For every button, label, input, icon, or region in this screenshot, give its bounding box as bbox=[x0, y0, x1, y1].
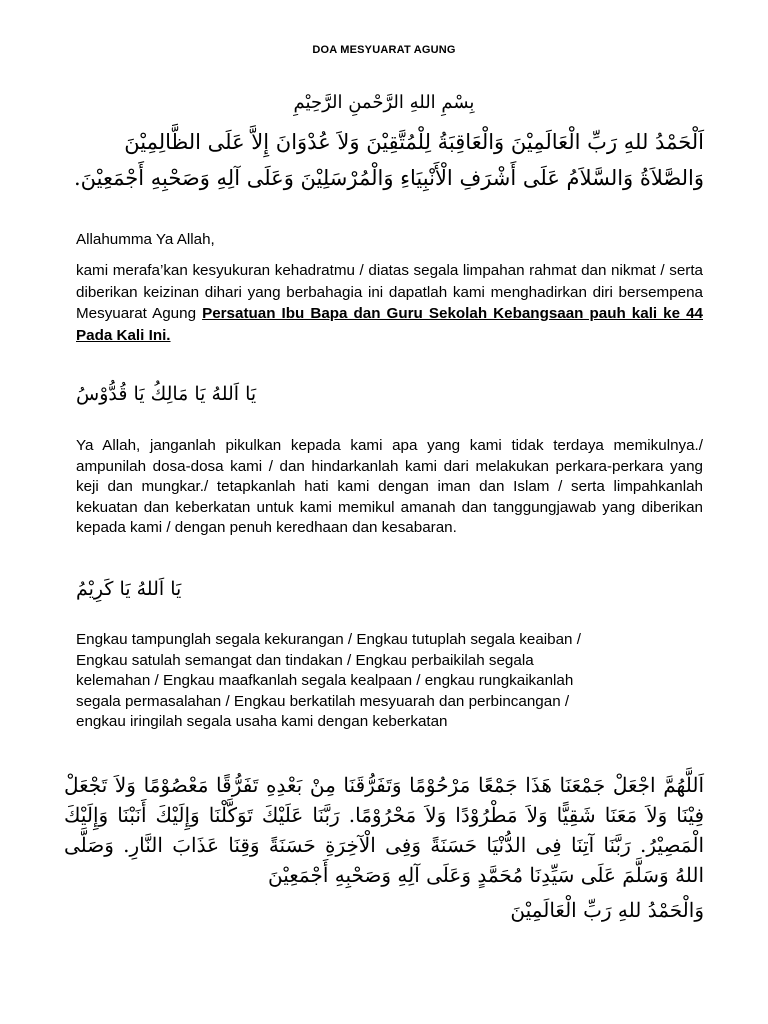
salutation-line: Allahumma Ya Allah, bbox=[76, 231, 215, 248]
petition-line: Engkau tampunglah segala kekurangan / Engkau tutuplah segala keaiban / bbox=[76, 631, 581, 648]
closing-arabic-prayer: اَللَّهُمَّ اجْعَلْ جَمْعَنَا هَذَا جَمْعًا مَرْحُوْمًا وَتَفَرُّقَنَا مِنْ بَعْدِهِ تَفَرُّقًا مَعْصُوْمًا وَلاَ تَجْعَلْ فِيْنَا وَلاَ مَعَنَا شَقِيًّا وَلاَ مَطْرُوْدًا وَلاَ مَحْرُوْمًا. رَبَّنَا عَلَيْكَ تَوَكَّلْنَا وَإِلَيْكَ أَنَبْنَا وَإِلَيْكَ الْمَصِيْرُ. رَبَّنَا آتِنَا فِى الدُّنْيَا حَسَنَةً وَفِى الْآخِرَةِ حَسَنَةً وَقِنَا عَذَابَ النَّارِ. وَصَلَّى اللهُ وَسَلَّمَ عَلَى سَيِّدِنَا مُحَمَّدٍ وَعَلَى آلِهِ وَصَحْبِهِ أَجْمَعِيْنَ bbox=[64, 773, 704, 887]
final-hamdalah: وَالْحَمْدُ للهِ رَبِّ الْعَالَمِيْنَ bbox=[510, 898, 704, 922]
paragraph-gratitude bbox=[76, 260, 703, 346]
paragraph-gratitude-text: kami merafa’kan kesyukuran kehadratmu / diatas segala limpahan rahmat dan nikmat / serta diberikan keizinan dihari yang berbahagia ini dapatlah kami menghadirkan diri bersempena Mesyuarat Agung bbox=[76, 262, 703, 322]
invocation-ya-karim: يَا اَللهُ يَا كَرِيْمُ bbox=[76, 578, 182, 600]
paragraph-supplication: Ya Allah, janganlah pikulkan kepada kami apa yang kami tidak terdaya memikulnya./ ampunilah dosa-dosa kami / dan hindarkanlah kami dari melakukan perkara-perkara yang keji dan mungkar./ tetapkanlah hati kami dengan iman dan Islam / serta limpahkanlah kekuatan dan keberkatan untuk kami memikul amanah dan tanggungjawab yang diberikan kepada kami / dengan penuh keredhaan dan kesabaran. bbox=[76, 437, 703, 536]
petition-line: Engkau satulah semangat dan tindakan / Engkau perbaikilah segala bbox=[76, 651, 534, 669]
petition-line: segala permasalahan / Engkau berkatilah mesyuarah dan perbincangan / bbox=[76, 692, 570, 710]
petition-line: kelemahan / Engkau maafkanlah segala kealpaan / engkau rungkaikanlah bbox=[76, 672, 574, 689]
petition-line: engkau iringilah segala usaha kami dengan keberkatan bbox=[76, 713, 448, 730]
paragraph-petitions bbox=[76, 630, 706, 733]
document-title: DOA MESYUARAT AGUNG bbox=[312, 44, 456, 56]
invocation-ya-allah-ya-malik: يَا اَللهُ يَا مَالِكُ يَا قُدُّوْسُ bbox=[76, 383, 257, 405]
event-name-emphasis: Persatuan Ibu Bapa dan Guru Sekolah Kebangsaan pauh kali ke 44 Pada Kali Ini. bbox=[76, 305, 704, 344]
opening-arabic-prayer: اَلْحَمْدُ للهِ رَبِّ الْعَالَمِيْنَ وَالْعَاقِبَةُ لِلْمُتَّقِيْنَ وَلاَ عُدْوَانَ إِلاَّ عَلَى الظَّالِمِيْنَ وَالصَّلاَةُ وَالسَّلاَمُ عَلَى أَشْرَفِ الْأَنْبِيَاءِ وَالْمُرْسَلِيْنَ وَعَلَى آلِهِ وَصَحْبِهِ أَجْمَعِيْنَ. bbox=[73, 130, 704, 190]
bismillah-text: بِسْمِ اللهِ الرَّحْمنِ الرَّحِيْمِ bbox=[293, 92, 475, 113]
